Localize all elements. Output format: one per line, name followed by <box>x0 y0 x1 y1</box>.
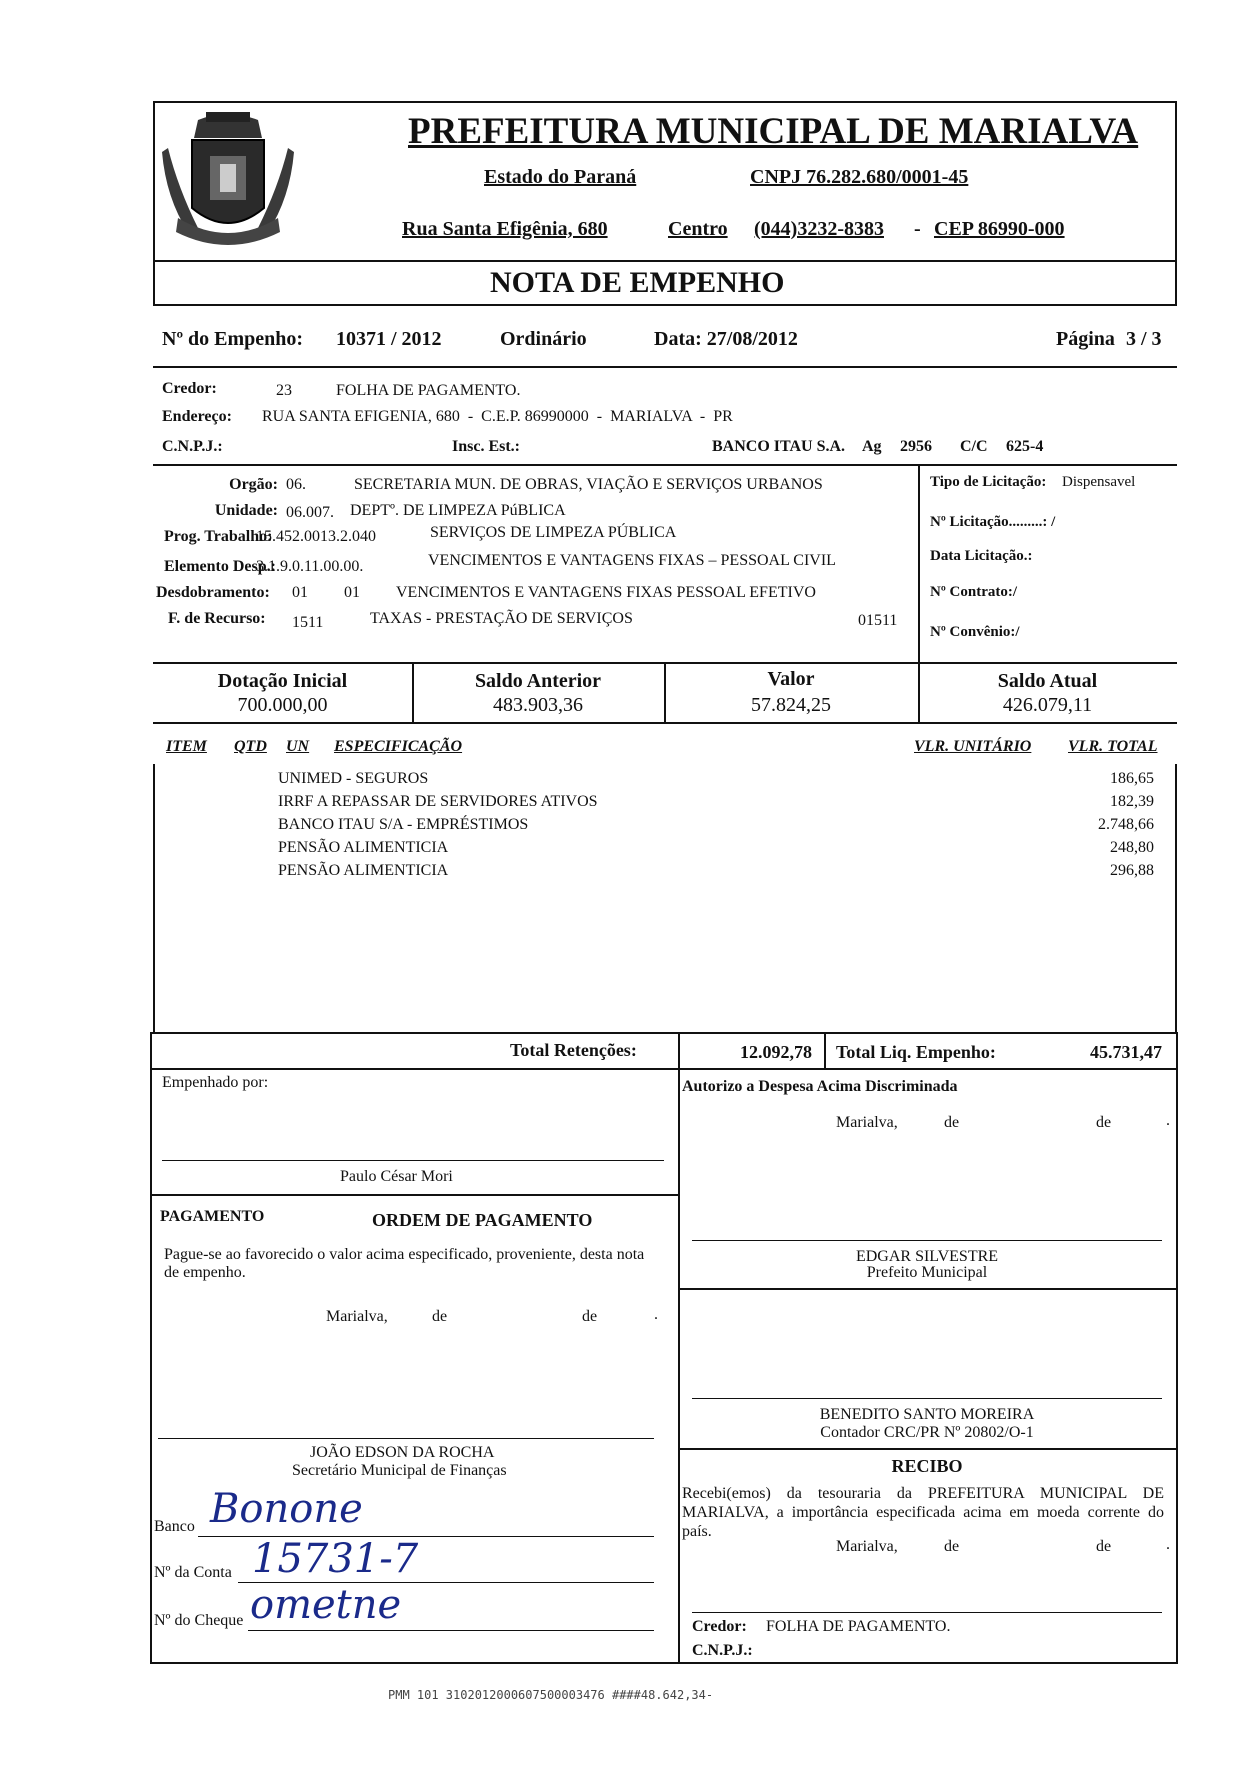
col-total: VLR. TOTAL <box>1068 738 1158 755</box>
empenhado-sign-line <box>162 1160 664 1161</box>
address: Rua Santa Efigênia, 680 <box>402 218 608 240</box>
prefeito-title: Prefeito Municipal <box>866 1264 988 1281</box>
list-item: PENSÃO ALIMENTICIA <box>278 839 449 856</box>
list-item-total: 182,39 <box>1110 793 1154 810</box>
ag-label: Ag <box>862 438 882 455</box>
valor-label: Valor <box>767 668 815 690</box>
right-de-1: de <box>944 1114 960 1131</box>
liq-value: 45.731,47 <box>1090 1042 1162 1062</box>
valor-value: 57.824,25 <box>751 694 831 716</box>
desd-a: 01 <box>292 584 308 601</box>
conta-label: Nº da Conta <box>154 1564 232 1581</box>
lower-right-border <box>1176 1032 1178 1664</box>
left-de-1: de <box>432 1308 448 1325</box>
data-licitacao: Data Licitação.: <box>930 548 1033 564</box>
saldo-anterior-label: Saldo Anterior <box>474 670 602 692</box>
list-item-total: 186,65 <box>1110 770 1154 787</box>
banco-label: Banco <box>154 1518 195 1535</box>
liq-label: Total Liq. Empenho: <box>836 1042 996 1062</box>
saldo-atual-label: Saldo Atual <box>997 670 1098 692</box>
empenhado-name: Paulo César Mori <box>340 1168 453 1185</box>
sep-2 <box>153 464 1177 466</box>
list-item: UNIMED - SEGUROS <box>278 770 429 787</box>
recibo-text: Recebi(emos) da tesouraria da PREFEITURA MUNICIPAL DE MARIALVA, a importância especificada acima em moeda corrente do país. <box>682 1485 1164 1540</box>
district: Centro <box>668 218 728 240</box>
page-number: 3 / 3 <box>1126 328 1162 350</box>
empenho-label: Nº do Empenho: <box>162 328 304 350</box>
cnpj: CNPJ 76.282.680/0001-45 <box>750 166 969 188</box>
sep-left-1 <box>150 1194 678 1196</box>
ag: 2956 <box>900 438 932 455</box>
retencoes-label: Total Retenções: <box>510 1040 637 1060</box>
items-left-border <box>153 764 155 1032</box>
coat-of-arms-icon <box>158 108 298 256</box>
cnpj-label: C.N.P.J.: <box>162 438 223 455</box>
num-convenio: Nº Convênio:/ <box>930 624 1020 640</box>
tipo-licitacao: Dispensavel <box>1062 474 1136 490</box>
ret-div-2 <box>824 1032 826 1068</box>
right-city: Marialva, <box>836 1114 898 1131</box>
estado: Estado do Paraná <box>484 166 637 188</box>
right-de-2: de <box>1096 1114 1112 1131</box>
items-right-border <box>1175 764 1177 1032</box>
conta-signature: 15731-7 <box>252 1536 419 1582</box>
dash: - <box>914 218 921 240</box>
pague-text: Pague-se ao favorecido o valor acima especificado, proveniente, desta nota de empenho. <box>164 1246 645 1281</box>
orgao: SECRETARIA MUN. DE OBRAS, VIAÇÃO E SERVIÇOS URBANOS <box>354 476 823 493</box>
desd: VENCIMENTOS E VANTAGENS FIXAS PESSOAL EFETIVO <box>396 584 816 601</box>
prog: SERVIÇOS DE LIMPEZA PÚBLICA <box>430 524 677 541</box>
lower-mid-border <box>678 1068 680 1664</box>
recibo-de-1: de <box>944 1538 960 1555</box>
list-item: BANCO ITAU S/A - EMPRÉSTIMOS <box>278 816 529 833</box>
autorizo-label: Autorizo a Despesa Acima Discriminada <box>682 1078 958 1095</box>
rec-label: F. de Recurso: <box>168 610 266 627</box>
list-item-total: 2.748,66 <box>1098 816 1154 833</box>
saldo-anterior-value: 483.903,36 <box>493 694 583 716</box>
left-de-2: de <box>582 1308 598 1325</box>
sec-title: Secretário Municipal de Finanças <box>292 1462 507 1479</box>
prog-label: Prog. Trabalho: <box>164 528 273 545</box>
insc-label: Insc. Est.: <box>452 438 521 455</box>
cheque-label: Nº do Cheque <box>154 1612 244 1629</box>
lower-bottom <box>150 1662 1178 1664</box>
list-item: PENSÃO ALIMENTICIA <box>278 862 449 879</box>
list-item-total: 248,80 <box>1110 839 1154 856</box>
cc: 625-4 <box>1006 438 1044 455</box>
credor-name: FOLHA DE PAGAMENTO. <box>336 382 521 399</box>
sep-6 <box>150 1068 1178 1070</box>
prefeito-sign-line <box>692 1240 1162 1241</box>
col-spec: ESPECIFICAÇÃO <box>334 738 463 755</box>
elem-code: 3.1.9.0.11.00.00. <box>256 558 364 575</box>
col-unit: VLR. UNITÁRIO <box>914 738 1032 755</box>
col-un: UN <box>286 738 310 755</box>
bank-stamp: PMM 101 3102012000607500003476 ####48.642,34- <box>388 1688 714 1702</box>
col-qtd: QTD <box>234 738 267 755</box>
empenho-number: 10371 / 2012 <box>336 328 442 350</box>
empenhado-label: Empenhado por: <box>162 1074 269 1091</box>
desd-label: Desdobramento: <box>156 584 270 601</box>
recibo-credor: FOLHA DE PAGAMENTO. <box>766 1618 951 1635</box>
right-dot: . <box>1166 1112 1170 1129</box>
phone: (044)3232-8383 <box>754 218 884 240</box>
ret-div-1 <box>678 1032 680 1068</box>
num-contrato: Nº Contrato:/ <box>930 584 1018 600</box>
list-item-total: 296,88 <box>1110 862 1154 879</box>
recibo-title: RECIBO <box>891 1456 963 1476</box>
header-divider <box>153 260 1177 262</box>
lower-left-border <box>150 1032 152 1664</box>
sep-right-2 <box>678 1448 1176 1450</box>
cheque-signature: ometne <box>250 1582 402 1628</box>
prefeito-name: EDGAR SILVESTRE <box>855 1248 999 1265</box>
empenho-date: Data: 27/08/2012 <box>654 328 798 350</box>
dotacao-value: 700.000,00 <box>237 694 328 716</box>
credor-code: 23 <box>276 382 292 399</box>
sep-5 <box>150 1032 1178 1034</box>
tipo-licitacao-label: Tipo de Licitação: <box>930 474 1047 490</box>
empenho-type: Ordinário <box>500 328 587 350</box>
elem-label: Elemento Desp.: <box>164 558 276 575</box>
list-item: IRRF A REPASSAR DE SERVIDORES ATIVOS <box>278 793 598 810</box>
recibo-de-2: de <box>1096 1538 1112 1555</box>
desd-b: 01 <box>344 584 360 601</box>
retencoes-value: 12.092,78 <box>740 1042 812 1062</box>
cheque-line <box>248 1630 654 1631</box>
contador-name: BENEDITO SANTO MOREIRA <box>819 1406 1035 1423</box>
sec-name: JOÃO EDSON DA ROCHA <box>310 1444 495 1461</box>
cep: CEP 86990-000 <box>934 218 1065 240</box>
cc-label: C/C <box>960 438 988 455</box>
prefeitura-title: PREFEITURA MUNICIPAL DE MARIALVA <box>408 111 1139 152</box>
saldo-atual-value: 426.079,11 <box>1002 694 1093 716</box>
credor-label: Credor: <box>162 380 217 397</box>
sep-1 <box>153 366 1177 368</box>
col-item: ITEM <box>166 738 207 755</box>
sep-4 <box>153 722 1177 724</box>
unidade: DEPTº. DE LIMPEZA PúBLICA <box>350 502 566 519</box>
recibo-dot: . <box>1166 1536 1170 1553</box>
rec-code: 1511 <box>292 614 324 631</box>
recibo-credor-label: Credor: <box>692 1618 747 1635</box>
elem: VENCIMENTOS E VANTAGENS FIXAS – PESSOAL CIVIL <box>428 552 836 569</box>
endereco: RUA SANTA EFIGENIA, 680 - C.E.P. 86990000 - MARIALVA - PR <box>262 408 733 425</box>
recibo-cnpj-label: C.N.P.J.: <box>692 1642 753 1659</box>
doc-title: NOTA DE EMPENHO <box>490 266 785 299</box>
dotacao-label: Dotação Inicial <box>217 670 348 692</box>
rec: TAXAS - PRESTAÇÃO DE SERVIÇOS <box>370 610 633 627</box>
left-city: Marialva, <box>326 1308 388 1325</box>
orgao-code: 06. <box>286 476 306 493</box>
ordem-label: ORDEM DE PAGAMENTO <box>372 1210 593 1230</box>
sep-right-1 <box>678 1288 1176 1290</box>
recibo-city: Marialva, <box>836 1538 898 1555</box>
left-dot: . <box>654 1306 658 1323</box>
contador-sign-line <box>692 1398 1162 1399</box>
rec-code2: 01511 <box>858 612 898 629</box>
contador-title: Contador CRC/PR Nº 20802/O-1 <box>820 1424 1034 1441</box>
num-licitacao: Nº Licitação.........: / <box>930 514 1056 530</box>
endereco-label: Endereço: <box>162 408 232 425</box>
prog-code: 15.452.0013.2.040 <box>256 528 376 545</box>
page-label: Página <box>1056 328 1115 350</box>
bank: BANCO ITAU S.A. <box>712 438 846 455</box>
unidade-code: 06.007. <box>286 504 334 521</box>
unidade-label: Unidade: <box>214 502 278 519</box>
pagamento-label: PAGAMENTO <box>160 1208 265 1225</box>
orgao-label: Orgão: <box>229 476 278 493</box>
sec-sign-line <box>158 1438 654 1439</box>
banco-signature: Bonone <box>210 1486 363 1532</box>
recibo-sign-line <box>692 1612 1162 1613</box>
licitacao-divider <box>918 464 920 664</box>
